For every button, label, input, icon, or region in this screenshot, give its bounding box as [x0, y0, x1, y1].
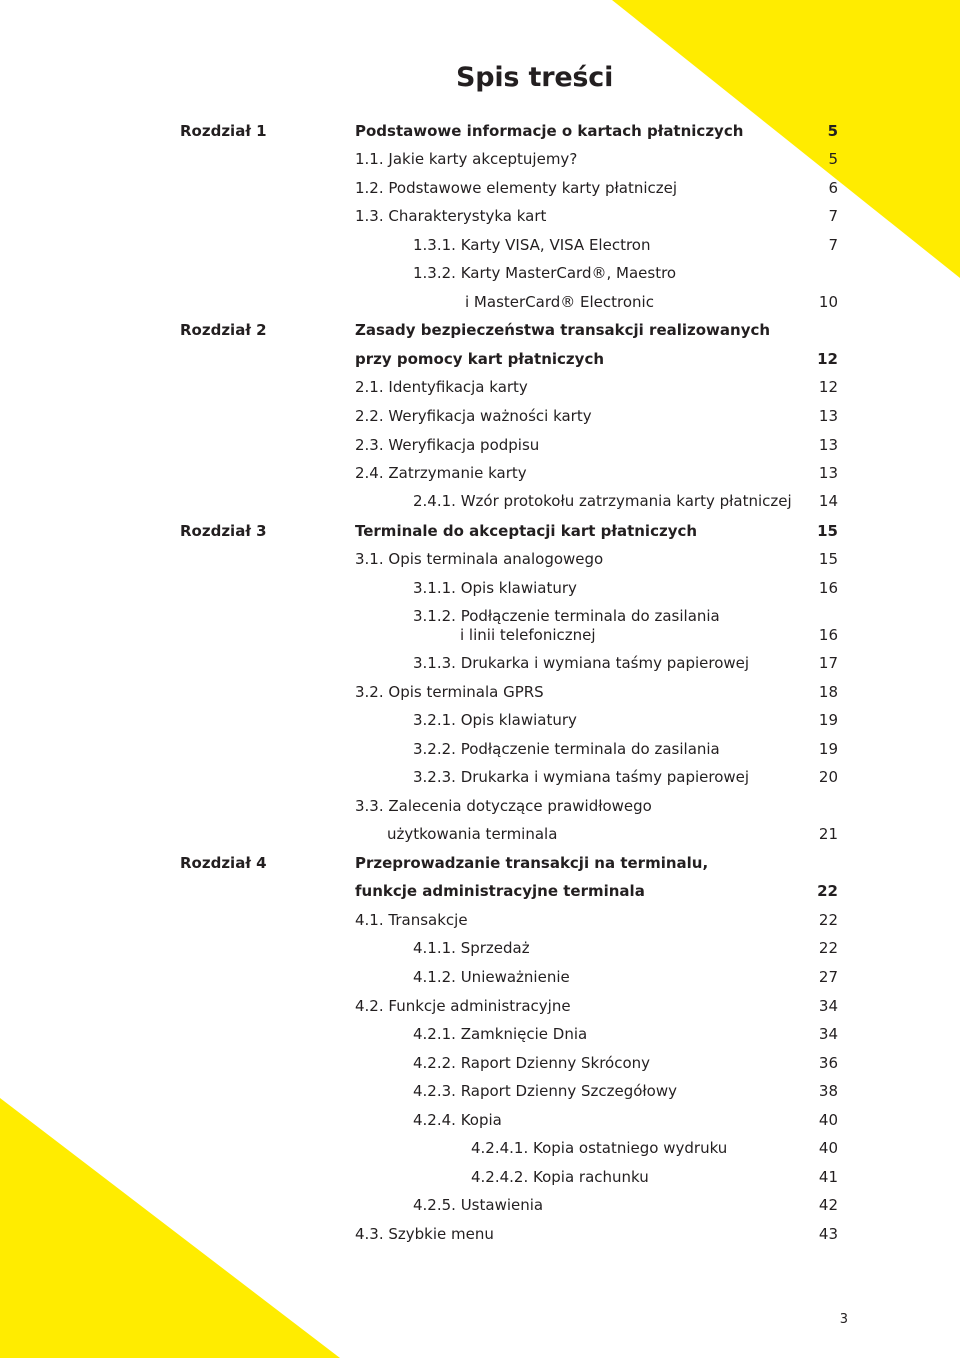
toc-page-number: 34 [818, 1025, 838, 1043]
toc-entry: 4.1.1. Sprzedaż [413, 939, 530, 957]
toc-entry: 2.4. Zatrzymanie karty [355, 464, 527, 482]
toc-page-number: 12 [817, 350, 838, 368]
toc-entry-chapter-title: przy pomocy kart płatniczych [355, 350, 605, 368]
toc-page-number: 22 [817, 882, 838, 900]
toc-entry: 4.2.4. Kopia [413, 1111, 502, 1129]
toc-page-number: 15 [817, 522, 838, 540]
toc-page-number: 42 [818, 1196, 838, 1214]
toc-entry: 4.2.3. Raport Dzienny Szczegółowy [413, 1082, 678, 1100]
toc-entry: 1.2. Podstawowe elementy karty płatniczej [355, 179, 678, 197]
toc-entry-chapter-title: Terminale do akceptacji kart płatniczych [355, 522, 698, 540]
toc-page-number: 18 [818, 683, 838, 701]
toc-entry: 3.1.2. Podłączenie terminala do zasilania [413, 607, 720, 625]
toc-page-number: 17 [818, 654, 838, 672]
toc-page-number: 5 [827, 122, 838, 140]
toc-entry: 4.1. Transakcje [355, 911, 468, 929]
page-footer-number: 3 [839, 1312, 848, 1327]
toc-entry: 3.2. Opis terminala GPRS [355, 683, 544, 701]
toc-entry: 1.1. Jakie karty akceptujemy? [355, 150, 578, 168]
toc-entry: 3.3. Zalecenia dotyczące prawidłowego [355, 797, 652, 815]
toc-entry: 4.2.5. Ustawienia [413, 1196, 544, 1214]
toc-entry: 1.3. Charakterystyka kart [355, 207, 547, 225]
toc-page-number: 10 [818, 293, 838, 311]
toc-page-number: 19 [818, 740, 838, 758]
toc-page-number: 16 [818, 579, 838, 597]
toc-entry-chapter-title: Zasady bezpieczeństwa transakcji realizowanych [355, 321, 771, 339]
toc-entry-chapter-title: funkcje administracyjne terminala [355, 882, 645, 900]
toc-entry: 2.2. Weryfikacja ważności karty [355, 407, 592, 425]
toc-entry-chapter-title: Przeprowadzanie transakcji na terminalu, [355, 854, 709, 872]
toc-page-number: 13 [818, 407, 838, 425]
toc-entry: 4.3. Szybkie menu [355, 1225, 494, 1243]
toc-entry: 2.4.1. Wzór protokołu zatrzymania karty płatniczej [413, 492, 792, 510]
toc-page-number: 7 [828, 207, 838, 225]
toc-page-number: 5 [828, 150, 838, 168]
chapter-label: Rozdział 4 [180, 854, 267, 872]
toc-entry: 4.2.1. Zamknięcie Dnia [413, 1025, 588, 1043]
toc-page-number: 19 [818, 711, 838, 729]
toc-page-number: 40 [818, 1111, 838, 1129]
toc-page-number: 43 [818, 1225, 838, 1243]
toc-page-number: 15 [818, 550, 838, 568]
toc-page-number: 22 [818, 939, 838, 957]
toc-page-number: 34 [818, 997, 838, 1015]
toc-page-number: 13 [818, 436, 838, 454]
toc-page-number: 12 [818, 378, 838, 396]
toc-entry: 3.2.3. Drukarka i wymiana taśmy papierowej [413, 768, 750, 786]
toc-page-number: 21 [818, 825, 838, 843]
toc-page-number: 6 [828, 179, 838, 197]
toc-entry: 4.1.2. Unieważnienie [413, 968, 570, 986]
toc-entry: 4.2. Funkcje administracyjne [355, 997, 571, 1015]
toc-entry: 2.3. Weryfikacja podpisu [355, 436, 540, 454]
chapter-label: Rozdział 3 [180, 522, 267, 540]
chapter-label: Rozdział 2 [180, 321, 267, 339]
toc-page-number: 38 [818, 1082, 838, 1100]
toc-page-number: 13 [818, 464, 838, 482]
toc-entry: 3.1.3. Drukarka i wymiana taśmy papierowej [413, 654, 750, 672]
toc-entry: 3.2.2. Podłączenie terminala do zasilania [413, 740, 720, 758]
chapter-label: Rozdział 1 [180, 122, 267, 140]
toc-page-number: 7 [828, 236, 838, 254]
toc-page-number: 36 [818, 1054, 838, 1072]
toc-page-number: 22 [818, 911, 838, 929]
toc-page-number: 27 [818, 968, 838, 986]
toc-entry: 2.1. Identyfikacja karty [355, 378, 528, 396]
toc-entry: 4.2.4.2. Kopia rachunku [471, 1168, 649, 1186]
toc-page-number: 16 [818, 626, 838, 644]
toc-page-number: 20 [818, 768, 838, 786]
toc-entry: 1.3.1. Karty VISA, VISA Electron [413, 236, 651, 254]
toc-entry: 3.2.1. Opis klawiatury [413, 711, 577, 729]
toc-page-number: 14 [818, 492, 838, 510]
toc-entry: 1.3.2. Karty MasterCard®, Maestro [413, 264, 677, 282]
page-title: Spis treści [456, 62, 614, 93]
toc-entry: 4.2.2. Raport Dzienny Skrócony [413, 1054, 651, 1072]
toc-entry-chapter-title: Podstawowe informacje o kartach płatniczych [355, 122, 744, 140]
toc-entry-continuation: i linii telefonicznej [460, 626, 596, 644]
toc-entry: 3.1.1. Opis klawiatury [413, 579, 577, 597]
toc-page-number: 40 [818, 1139, 838, 1157]
toc-page-number: 41 [818, 1168, 838, 1186]
toc-entry-continuation: użytkowania terminala [387, 825, 558, 843]
toc-entry: 3.1. Opis terminala analogowego [355, 550, 604, 568]
toc-entry: 4.2.4.1. Kopia ostatniego wydruku [471, 1139, 728, 1157]
toc-entry-continuation: i MasterCard® Electronic [465, 293, 654, 311]
